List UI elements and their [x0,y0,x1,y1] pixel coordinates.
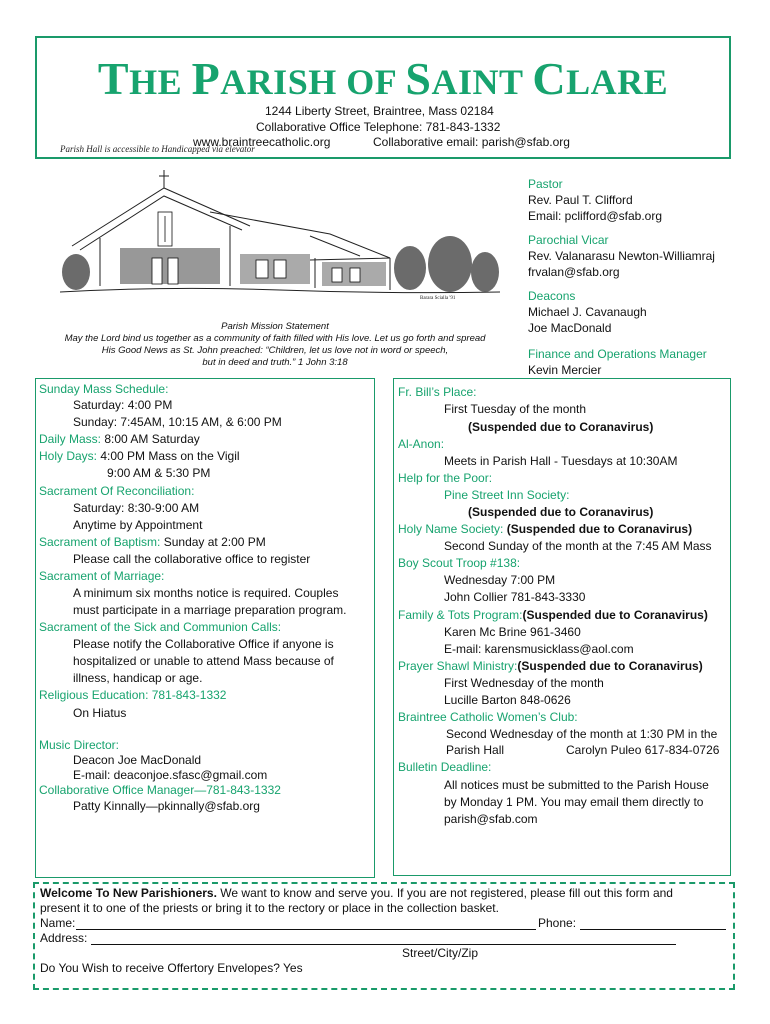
sick-calls-note: illness, handicap or age. [73,671,203,685]
pastor-name: Rev. Paul T. Clifford [528,193,633,207]
title-s: S [405,53,432,104]
baptism-value: Sunday at 2:00 PM [160,535,266,549]
staff-list [528,176,715,378]
vicar-email[interactable]: frvalan@sfab.org [528,265,620,279]
mass-schedule-label: Sunday Mass Schedule: [39,382,169,396]
womens-club-label: Braintree Catholic Women’s Club: [398,710,578,724]
vicar-name: Rev. Valanarasu Newton-Williamraj [528,249,715,263]
office-manager-contact[interactable]: Patty Kinnally—pkinnally@sfab.org [73,799,260,813]
name-label: Name: [40,916,76,930]
mission-line: His Good News as St. John preached: “Children, let us love not in word or speech, [101,345,449,356]
womens-club-location: Parish Hall [446,743,505,757]
office-manager-label: Collaborative Office Manager—781-843-1332 [39,783,281,797]
holy-name-label: Holy Name Society: [398,522,504,536]
religious-education-label: Religious Education: 781-843-1332 [39,688,227,702]
bulletin-deadline-note: All notices must be submitted to the Parish House [444,778,709,792]
welcome-heading: Welcome To New Parishioners. [40,886,217,900]
website-link[interactable]: www.braintreecatholic.org [193,135,331,149]
holy-days-value: 9:00 AM & 5:30 PM [107,466,211,480]
deacon-name: Joe MacDonald [528,321,612,335]
family-tots-email[interactable]: E-mail: karensmusicklass@aol.com [444,642,634,656]
boy-scout-label: Boy Scout Troop #138: [398,556,521,570]
daily-mass-value: 8:00 AM Saturday [101,432,200,446]
religious-education-value: On Hiatus [73,706,127,720]
reconciliation-time: Saturday: 8:30-9:00 AM [73,501,200,515]
prayer-shawl-label: Prayer Shawl Ministry: [398,659,518,673]
name-field[interactable] [76,929,536,930]
pastor-label: Pastor [528,177,563,191]
offertory-envelopes-question[interactable]: Do You Wish to receive Offertory Envelopes? Yes [40,961,303,975]
baptism-label: Sacrament of Baptism: [39,535,161,549]
fr-bills-place-schedule: First Tuesday of the month [444,402,587,416]
deacons-label: Deacons [528,289,576,303]
prayer-shawl-schedule: First Wednesday of the month [444,676,604,690]
fr-bills-place-label: Fr. Bill’s Place: [398,385,477,399]
mission-line: May the Lord bind us together as a community of faith filled with His love. Let us go forth and spread [64,333,486,344]
welcome-text: We want to know and serve you. If you are not registered, please fill out this form and [216,886,673,900]
suspended-notice: (Suspended due to Coranavirus) [503,522,693,536]
title-word-clare: LARE [566,62,669,102]
reconciliation-label: Sacrament Of Reconciliation: [39,484,195,498]
name-row [40,916,75,930]
hall-accessibility-note: Parish Hall is accessible to Handicapped via elevator [60,144,255,154]
holy-name-schedule: Second Sunday of the month at the 7:45 AM Mass [444,539,712,553]
al-anon-label: Al-Anon: [398,437,445,451]
suspended-notice: (Suspended due to Coranavirus) [468,420,654,434]
reconciliation-note: Anytime by Appointment [73,518,203,532]
bulletin-deadline-label: Bulletin Deadline: [398,760,492,774]
sick-calls-label: Sacrament of the Sick and Communion Calls: [39,620,282,634]
sick-calls-note: hospitalized or unable to attend Mass because of [73,654,334,668]
telephone: Collaborative Office Telephone: 781-843-1332 [256,120,501,134]
suspended-notice: (Suspended due to Coranavirus) [517,659,703,673]
al-anon-schedule: Meets in Parish Hall - Tuesdays at 10:30AM [444,454,678,468]
address: 1244 Liberty Street, Braintree, Mass 02184 [265,104,494,118]
address-field[interactable] [91,944,676,945]
finance-label: Finance and Operations Manager [528,347,707,361]
pastor-email[interactable]: Email: pclifford@sfab.org [528,209,663,223]
boy-scout-schedule: Wednesday 7:00 PM [444,573,556,587]
mission-statement [40,321,510,369]
phone-field[interactable] [580,929,726,930]
mission-line: but in deed and truth.” 1 John 3:18 [202,357,348,368]
address-label: Address: [40,931,88,945]
holy-days-value: 4:00 PM Mass on the Vigil [97,449,240,463]
family-tots-contact: Karen Mc Brine 961-3460 [444,625,581,639]
email-link[interactable]: Collaborative email: parish@sfab.org [373,135,570,149]
family-tots-label: Family & Tots Program: [398,608,523,622]
womens-club-schedule: Second Wednesday of the month at 1:30 PM in the [446,727,718,741]
suspended-notice: (Suspended due to Coranavirus) [468,505,654,519]
phone-label: Phone: [538,916,577,930]
sketch-signature: Barara Scialla '91 [420,296,456,301]
music-director-label: Music Director: [39,738,120,752]
boy-scout-contact: John Collier 781-843-3330 [444,590,586,604]
daily-mass-label: Daily Mass: [39,432,102,446]
prayer-shawl-contact: Lucille Barton 848-0626 [444,693,571,707]
title-c: C [532,53,567,104]
vicar-label: Parochial Vicar [528,233,609,247]
title-p: P [191,53,221,104]
title-word-parish-of: ARISH OF [220,62,406,102]
bulletin-email[interactable]: parish@sfab.com [444,812,538,826]
marriage-note: A minimum six months notice is required. Couples [73,586,339,600]
address-hint: Street/City/Zip [402,946,479,960]
title-word-saint: AINT [431,62,533,102]
welcome-text: present it to one of the priests or bring it to the rectory or place in the collection basket. [40,901,499,915]
sunday-mass: Sunday: 7:45AM, 10:15 AM, & 6:00 PM [73,415,282,429]
deacon-name: Michael J. Cavanaugh [528,305,647,319]
sick-calls-note: Please notify the Collaborative Office if anyone is [73,637,334,651]
baptism-note: Please call the collaborative office to register [73,552,311,566]
marriage-label: Sacrament of Marriage: [39,569,165,583]
music-director-name: Deacon Joe MacDonald [73,753,202,767]
marriage-note: must participate in a marriage preparation program. [73,603,347,617]
pine-street-inn-label: Pine Street Inn Society: [444,488,570,502]
holy-days-label: Holy Days: [39,449,98,463]
title-word-the: HE [129,62,192,102]
womens-club-contact: Carolyn Puleo 617-834-0726 [566,743,720,757]
suspended-notice: (Suspended due to Coranavirus) [522,608,708,622]
church-sketch-image [60,168,500,306]
bulletin-deadline-note: by Monday 1 PM. You may email them directly to [444,795,704,809]
page-title [37,52,729,105]
title-t: T [97,53,130,104]
help-for-poor-label: Help for the Poor: [398,471,493,485]
mission-heading: Parish Mission Statement [221,321,329,332]
saturday-mass: Saturday: 4:00 PM [73,398,173,412]
music-director-email[interactable]: E-mail: deaconjoe.sfasc@gmail.com [73,768,268,782]
finance-name: Kevin Mercier [528,363,602,377]
